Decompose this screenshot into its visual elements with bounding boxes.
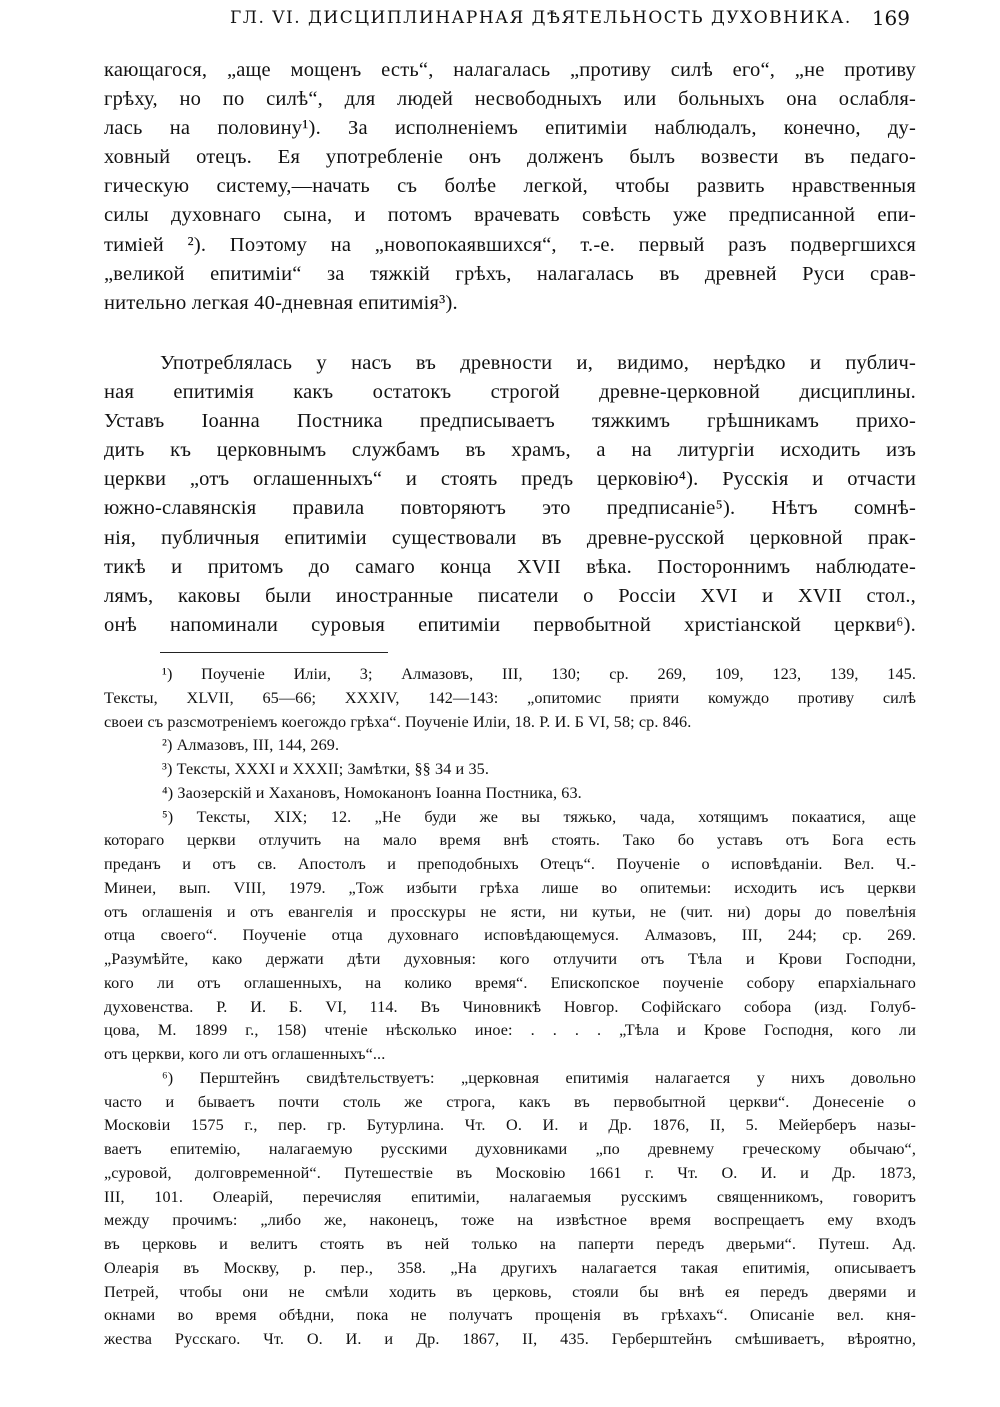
footnote-line: ⁴) Заозерскій и Хахановъ, Номоканонъ Іоанна Постника, 63. [162, 783, 582, 802]
footnote-line: ⁶) Перштейнъ свидѣтельствуетъ: „церковная епитимія налагается у нихъ довольно [162, 1068, 916, 1087]
text-line: лась на половину¹). За исполненіемъ епитиміи наблюдалъ, конечно, ду- [104, 117, 916, 140]
footnote-line: отъ оглашенія и отъ евангелія и просскуры не ясти, ни кутьи, не (чит. ни) доры до повелѣнія [104, 902, 916, 921]
text-line: тиміей ²). Поэтому на „новопокаявшихся“, т.-е. первый разъ подвергшихся [104, 233, 916, 256]
footnote-line: жества Русскаго. Чт. О. И. и Др. 1867, II, 435. Герберштейнъ смѣшиваетъ, вѣроятно, [104, 1330, 916, 1348]
text-line: „великой епитиміи“ за тяжкій грѣхъ, налагалась въ древней Руси срав- [104, 262, 916, 285]
footnote-divider [160, 652, 388, 653]
footnote-line: духовенства. Р. И. Б. VI, 114. Въ Чиновникѣ Новгор. Софійскаго собора (изд. Голуб- [104, 997, 916, 1016]
footnote-line: между прочимъ: „либо же, наконецъ, тоже на извѣстное время воспрещаетъ ему входъ [104, 1211, 916, 1230]
footnote-line: Тексты, XLVII, 65—66; XXXIV, 142—143: „опитомис прияти комуждо противу силѣ [104, 688, 916, 707]
text-line: Употреблялась у насъ въ древности и, видимо, нерѣдко и публич- [160, 352, 916, 374]
footnote-line: часто и бываетъ почти столь же строга, какъ въ первобытной церкви“. Донесеніе о [104, 1092, 916, 1111]
text-line: ная епитимія какъ остатокъ строгой древне-церковной дисциплины. [104, 381, 916, 404]
footnote-line: Петрей, чтобы они не смѣли ходить въ церковь, стояли бы внѣ ея передъ дверями и [104, 1282, 916, 1301]
paragraph-2 [104, 349, 916, 640]
text-line: грѣху, но по силѣ“, для людей несвободныхъ или больныхъ она ослабля- [104, 88, 916, 111]
footnote-line: ³) Тексты, XXXI и XXXII; Замѣтки, §§ 34 и 35. [162, 760, 489, 778]
running-header [110, 6, 910, 32]
footnote-line: Московіи 1575 г., пер. гр. Бутурлина. Чт. О. И. и Др. 1876, II, 5. Мейерберъ назы- [104, 1116, 916, 1135]
footnote-line: котораго церкви отлучить на мало время внѣ стоять. Тако бо уставъ отъ Бога есть [104, 831, 916, 850]
footnote-line: ¹) Поученіе Иліи, 3; Алмазовъ, III, 130; ср. 269, 109, 123, 139, 145. [162, 665, 916, 683]
text-line: лямъ, каковы были иностранные писатели о Россіи XVI и XVII стол., [104, 584, 916, 607]
footnote-line: отца своего“. Поученіе отца духовнаго исповѣдающемуся. Алмазовъ, III, 244; ср. 269. [104, 926, 916, 945]
footnote-line: отъ церкви, кого ли отъ оглашенныхъ“... [104, 1045, 386, 1063]
footnote-line: „суровой, долговременной“. Путешествіе въ Московію 1661 г. Чт. О. И. и Др. 1873, [104, 1163, 916, 1182]
chapter-title: ГЛ. VI. ДИСЦИПЛИНАРНАЯ ДѢЯТЕЛЬНОСТЬ ДУХОВНИКА. [230, 8, 852, 28]
text-line: гическую систему,—начать съ болѣе легкой, чтобы развить нравственныя [104, 175, 916, 198]
text-line: нія, публичныя епитиміи существовали въ древне-русской церковной прак- [104, 526, 916, 549]
text-line: ховный отецъ. Ея употребленіе онъ долженъ былъ возвести въ педаго- [104, 146, 916, 169]
footnote-line: ваетъ епитемію, налагаемую русскими духовниками „по древнему греческому обычаю“, [104, 1140, 916, 1158]
footnote-line: кого ли отъ оглашенныхъ, на колико время“. Епископское поученіе собору епархіальнаго [104, 973, 916, 992]
footnote-line: ²) Алмазовъ, III, 144, 269. [162, 736, 340, 755]
footnote-line: своеи съ разсмотреніемъ коегождо грѣха“. Поученіе Иліи, 18. Р. И. Б VI, 58; ср. 846. [104, 712, 692, 731]
text-line: силы духовнаго сына, и потомъ врачевать совѣсть уже предписанной епи- [104, 204, 916, 227]
text-line: Уставъ Іоанна Постника предписываетъ тяжкимъ грѣшникамъ прихо- [104, 410, 916, 433]
text-line: церкви „отъ оглашенныхъ“ и стоять предъ церковію⁴). Русскія и отчасти [104, 468, 916, 491]
footnote-line: цова, М. 1899 г., 158) чтеніе нѣсколько иное: . . . . „Тѣла и Крове Господня, кого ли [104, 1021, 916, 1040]
footnote-line: окнами во время обѣдни, пока не получатъ прощенія въ грѣхахъ“. Описаніе вел. кня- [104, 1306, 916, 1325]
text-line: нительно легкая 40-дневная епитимія³). [104, 291, 458, 314]
footnote-line: III, 101. Олеарій, перечисляя епитиміи, налагаемыя русскимъ священникомъ, говоритъ [104, 1187, 916, 1206]
footnote-line: ⁵) Тексты, XIX; 12. „Не буди же вы тяжько, чада, хотящимъ покаатися, аще [162, 807, 916, 826]
page-number: 169 [871, 6, 910, 30]
footnote-line: въ церковь и велитъ стоять въ ней только на паперти передъ дверьми“. Путеш. Ад. [104, 1235, 916, 1253]
text-line: южно-славянскія правила повторяютъ это предписаніе⁵). Нѣтъ сомнѣ- [104, 497, 916, 520]
text-line: онѣ напоминали суровыя епитиміи первобытной христіанской церкви⁶). [104, 613, 916, 636]
paragraph-1 [104, 56, 916, 318]
footnote-line: преданъ и отъ св. Апостолъ и преподобныхъ Отецъ“. Поученіе о исповѣданіи. Вел. Ч.- [104, 855, 916, 873]
footnotes [104, 663, 916, 1352]
footnote-line: Олеарія въ Москву, р. пер., 358. „На другихъ налагается такая епитимія, описываетъ [104, 1258, 916, 1277]
footnote-line: Минеи, вып. VIII, 1979. „Тож избыти грѣха лише во опитемьи: исходить исъ церкви [104, 878, 916, 897]
text-line: дить къ церковнымъ службамъ въ храмъ, а на литургіи исходить изъ [104, 439, 916, 462]
footnote-line: „Разумѣйте, како держати дѣти духовныя: кого отлучити отъ Тѣла и Крови Господни, [104, 950, 916, 968]
text-line: тикѣ и притомъ до самаго конца XVII вѣка. Постороннимъ наблюдате- [104, 555, 916, 578]
text-line: кающагося, „аще мощенъ есть“, налагалась „противу силѣ его“, „не противу [104, 59, 916, 81]
